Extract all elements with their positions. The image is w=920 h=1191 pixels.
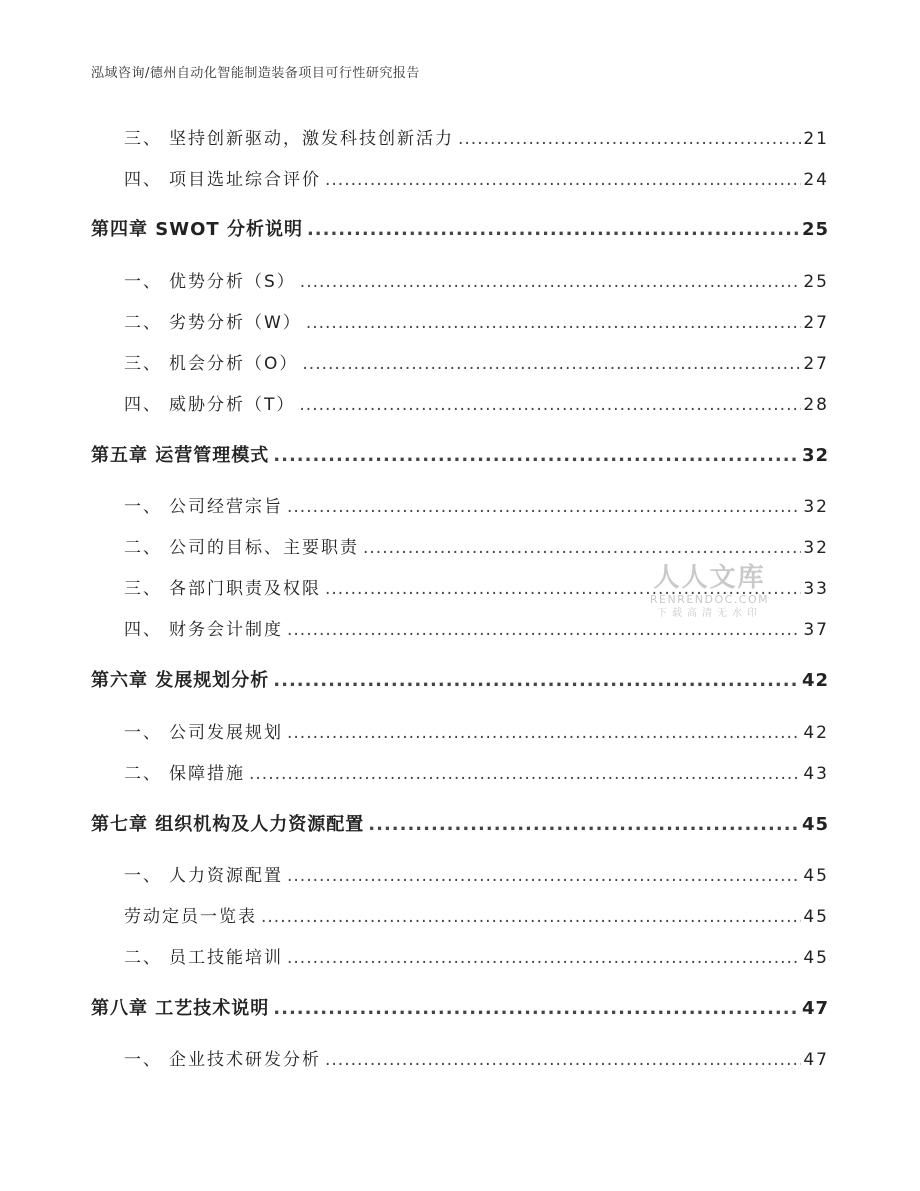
toc-entry[interactable] <box>91 124 829 149</box>
toc-leader-dots <box>287 723 801 743</box>
toc-entry-label: 四、 威胁分析（T） <box>124 395 296 415</box>
toc-leader-dots <box>287 620 801 640</box>
toc-leader-dots <box>287 948 801 968</box>
toc-leader-dots <box>368 814 800 835</box>
toc-entry-label: 一、 企业技术研发分析 <box>124 1050 321 1070</box>
toc-entry-label: 三、 机会分析（O） <box>124 354 299 374</box>
toc-page-number: 25 <box>803 272 829 292</box>
toc-leader-dots <box>307 219 800 240</box>
toc-page-number: 33 <box>803 579 829 599</box>
toc-page-number: 47 <box>803 1050 829 1070</box>
toc-page-number: 43 <box>803 764 829 784</box>
toc-entry-label: 二、 员工技能培训 <box>124 948 283 968</box>
toc-entry[interactable] <box>91 1045 829 1070</box>
toc-entry[interactable] <box>91 165 829 190</box>
watermark-logo <box>647 563 772 621</box>
toc-leader-dots <box>363 538 801 558</box>
toc-leader-dots <box>458 129 801 149</box>
toc-entry[interactable] <box>91 759 829 784</box>
toc-entry-label: 劳动定员一览表 <box>124 907 257 927</box>
toc-leader-dots <box>273 670 800 691</box>
toc-entry[interactable] <box>91 492 829 517</box>
toc-entry[interactable] <box>91 533 829 558</box>
toc-chapter[interactable] <box>91 215 829 241</box>
watermark-subtitle: 下载高清无水印 <box>657 608 762 619</box>
toc-leader-dots <box>287 497 801 517</box>
toc-entry-label: 二、 保障措施 <box>124 764 245 784</box>
toc-leader-dots <box>302 354 801 374</box>
toc-chapter-label: 第六章 发展规划分析 <box>91 670 270 691</box>
toc-entry[interactable] <box>91 267 829 292</box>
toc-page-number: 42 <box>803 723 829 743</box>
toc-page-number: 21 <box>803 129 829 149</box>
toc-page-number: 45 <box>803 907 829 927</box>
toc-leader-dots <box>287 866 801 886</box>
toc-chapter[interactable] <box>91 441 829 467</box>
toc-entry-label: 三、 各部门职责及权限 <box>124 579 321 599</box>
toc-entry[interactable] <box>91 308 829 333</box>
toc-entry-label: 二、 公司的目标、主要职责 <box>124 538 359 558</box>
toc-page-number: 47 <box>801 998 829 1019</box>
toc-leader-dots <box>249 764 801 784</box>
toc-page-number: 42 <box>801 670 829 691</box>
toc-page-number: 27 <box>803 354 829 374</box>
toc-entry[interactable] <box>91 861 829 886</box>
toc-page-number: 28 <box>803 395 829 415</box>
toc-entry-label: 四、 项目选址综合评价 <box>124 170 321 190</box>
toc-chapter-label: 第八章 工艺技术说明 <box>91 998 270 1019</box>
toc-entry[interactable] <box>91 718 829 743</box>
toc-leader-dots <box>261 907 801 927</box>
toc-chapter-label: 第五章 运营管理模式 <box>91 445 270 466</box>
toc-chapter[interactable] <box>91 666 829 692</box>
toc-leader-dots <box>306 313 802 333</box>
toc-entry[interactable] <box>91 390 829 415</box>
toc-page-number: 45 <box>803 866 829 886</box>
toc-page-number: 45 <box>803 948 829 968</box>
watermark-title: 人人文库 <box>653 563 766 593</box>
toc-entry-label: 二、 劣势分析（W） <box>124 313 302 333</box>
toc-page-number: 32 <box>801 445 829 466</box>
page-header: 泓域咨询/德州自动化智能制造装备项目可行性研究报告 <box>91 66 420 81</box>
toc-entry-label: 一、 优势分析（S） <box>124 272 296 292</box>
toc-leader-dots <box>299 395 801 415</box>
toc-entry-label: 一、 公司经营宗旨 <box>124 497 283 517</box>
toc-chapter-label: 第四章 SWOT 分析说明 <box>91 219 303 240</box>
toc-leader-dots <box>273 445 800 466</box>
toc-entry-label: 三、 坚持创新驱动，激发科技创新活力 <box>124 129 454 149</box>
toc-entry[interactable] <box>91 943 829 968</box>
toc-entry-label: 一、 公司发展规划 <box>124 723 283 743</box>
toc-leader-dots <box>273 998 800 1019</box>
toc-chapter-label: 第七章 组织机构及人力资源配置 <box>91 814 365 835</box>
toc-leader-dots <box>325 1050 801 1070</box>
toc-page-number: 24 <box>803 170 829 190</box>
toc-entry[interactable] <box>91 349 829 374</box>
toc-page-number: 27 <box>803 313 829 333</box>
toc-page-number: 25 <box>801 219 829 240</box>
toc-entry[interactable] <box>91 902 829 927</box>
toc-chapter[interactable] <box>91 994 829 1020</box>
watermark-url: RENRENDOC.COM <box>649 593 770 606</box>
toc-entry-label: 一、 人力资源配置 <box>124 866 283 886</box>
toc-chapter[interactable] <box>91 810 829 836</box>
toc-leader-dots <box>300 272 802 292</box>
toc-leader-dots <box>325 170 801 190</box>
toc-entry-label: 四、 财务会计制度 <box>124 620 283 640</box>
toc-page-number: 32 <box>803 497 829 517</box>
toc-page-number: 45 <box>801 814 829 835</box>
toc-page-number: 32 <box>803 538 829 558</box>
toc-page-number: 37 <box>803 620 829 640</box>
